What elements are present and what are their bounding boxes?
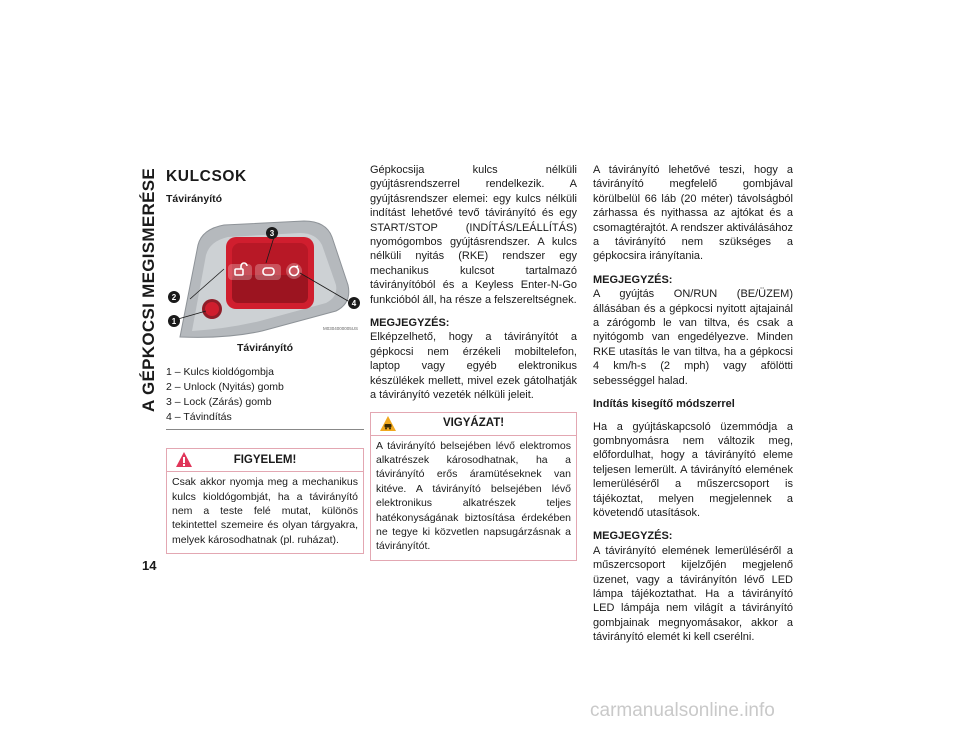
intro-paragraph: Gépkocsija kulcs nélküli gyújtásrendszerrel rendelkezik. A gyújtásrendszer elemei: egy kulcs nélküli indítást lehetővé tevő távirányító és egy START/STOP (INDÍTÁS/LEÁLLÍTÁS) nyomógombos gyújtásrendszer. A kulcs nélküli nyitás (RKE) rendszer egy mechanikus kulcsot tartalmazó távirányítóból és a Keyless Enter-N-Go funkcióból áll, ha része a felszereltségnek. bbox=[370, 164, 577, 306]
callout-4: 4 bbox=[351, 298, 357, 308]
note-title: MEGJEGYZÉS: bbox=[593, 530, 673, 543]
intro-paragraph: A távirányító lehetővé teszi, hogy a távirányító megfelelő gombjával körülbelül 66 láb (20 méter) távolságból zárhassa és nyithassa az ajtókat és a csomagtérajtót. A rendszer aktiválásához a távirányító nem szükséges a gépkocsira irányítania. bbox=[593, 164, 793, 263]
warning-body: Csak akkor nyomja meg a mechanikus kulcs kioldógombját, ha a távirányító nem a teste felé mutat, különös tekintettel szemeire és olyan tárgyakra, melyek károsodhatnak (pl. ruházat). bbox=[172, 476, 358, 546]
caution-car-icon bbox=[379, 415, 397, 433]
column-1 bbox=[166, 170, 364, 554]
note-body: A gyújtás ON/RUN (BE/ÜZEM) állásában és a gépkocsi nyitott ajtajainál a zárógomb le van tiltva, és csak a nyitógomb van engedélyezve. Minden RKE utasítás le van tiltva, ha a gépkocsi 4 km/h-s (2 mph) vagy afölötti sebességgel halad. bbox=[593, 288, 793, 387]
legend-item: 4 – Távindítás bbox=[166, 411, 232, 424]
callout-3: 3 bbox=[269, 228, 275, 238]
caution-box bbox=[370, 412, 577, 561]
page-number: 14 bbox=[142, 558, 157, 573]
subsection-title: Indítás kisegítő módszerrel bbox=[593, 398, 735, 411]
figure-caption: Távirányító bbox=[236, 341, 294, 354]
warning-box bbox=[166, 448, 364, 554]
subsection-body: Ha a gyújtáskapcsoló üzemmódja a gombnyomásra nem változik meg, előfordulhat, hogy a távirányító eleme teljesen lemerült. A távirányító elemének lemerüléséről a műszercsoport is tájékoztat, melyen megjelennek a követendő utasítások. bbox=[593, 420, 793, 519]
figure-code: M0304000005US bbox=[322, 326, 358, 332]
column-2 bbox=[370, 163, 577, 561]
column-3 bbox=[593, 163, 793, 654]
warning-title: FIGYELEM! bbox=[233, 454, 297, 467]
callout-1: 1 bbox=[171, 316, 177, 326]
legend-item: 1 – Kulcs kioldógombja bbox=[166, 366, 274, 379]
legend-item: 3 – Lock (Zárás) gomb bbox=[166, 396, 272, 409]
key-fob-figure bbox=[166, 215, 364, 339]
subheading: Távirányító bbox=[166, 193, 223, 206]
divider bbox=[166, 429, 364, 430]
warning-box-header bbox=[167, 449, 363, 472]
note-title: MEGJEGYZÉS: bbox=[593, 273, 673, 286]
legend-item: 2 – Unlock (Nyitás) gomb bbox=[166, 381, 284, 394]
note-body: A távirányító elemének lemerüléséről a műszercsoport kijelzőjén megjelenő üzenet, vagy a távirányítón lévő LED lámpa tájékoztathat. Ha a távirányító LED lámpája nem világít a távirányító gombjainak megnyomásakor, akkor a távirányító elemét ki kell cserélni. bbox=[593, 544, 793, 644]
figure-legend bbox=[166, 365, 364, 425]
note-title: MEGJEGYZÉS: bbox=[370, 317, 450, 330]
key-fob-illustration bbox=[166, 215, 364, 339]
callout-2: 2 bbox=[171, 292, 177, 302]
warning-triangle-icon bbox=[175, 451, 193, 469]
section-heading: KULCSOK bbox=[166, 168, 247, 185]
section-side-title: A GÉPKOCSI MEGISMERÉSE bbox=[139, 167, 159, 413]
caution-body: A távirányító belsejében lévő elektromos alkatrészek károsodhatnak, ha a távirányító erős áramütéseknek van kitéve. A távirányító belsejében lévő elektronikus alkatrészek teljes hatékonyságának biztosítása érdekében ne tegye ki közvetlen napsugárzásnak a távirányítót. bbox=[376, 439, 571, 553]
note-body: Elképzelhető, hogy a távirányítót a gépkocsi nem érzékeli mobiltelefon, laptop vagy egyéb elektronikus készülékek mellett, mivel ezek gátolhatják a távirányító vezeték nélküli jeleit. bbox=[370, 331, 577, 402]
watermark: carmanualsonline.info bbox=[590, 700, 775, 721]
caution-box-header bbox=[371, 413, 576, 436]
caution-title: VIGYÁZAT! bbox=[442, 417, 505, 430]
